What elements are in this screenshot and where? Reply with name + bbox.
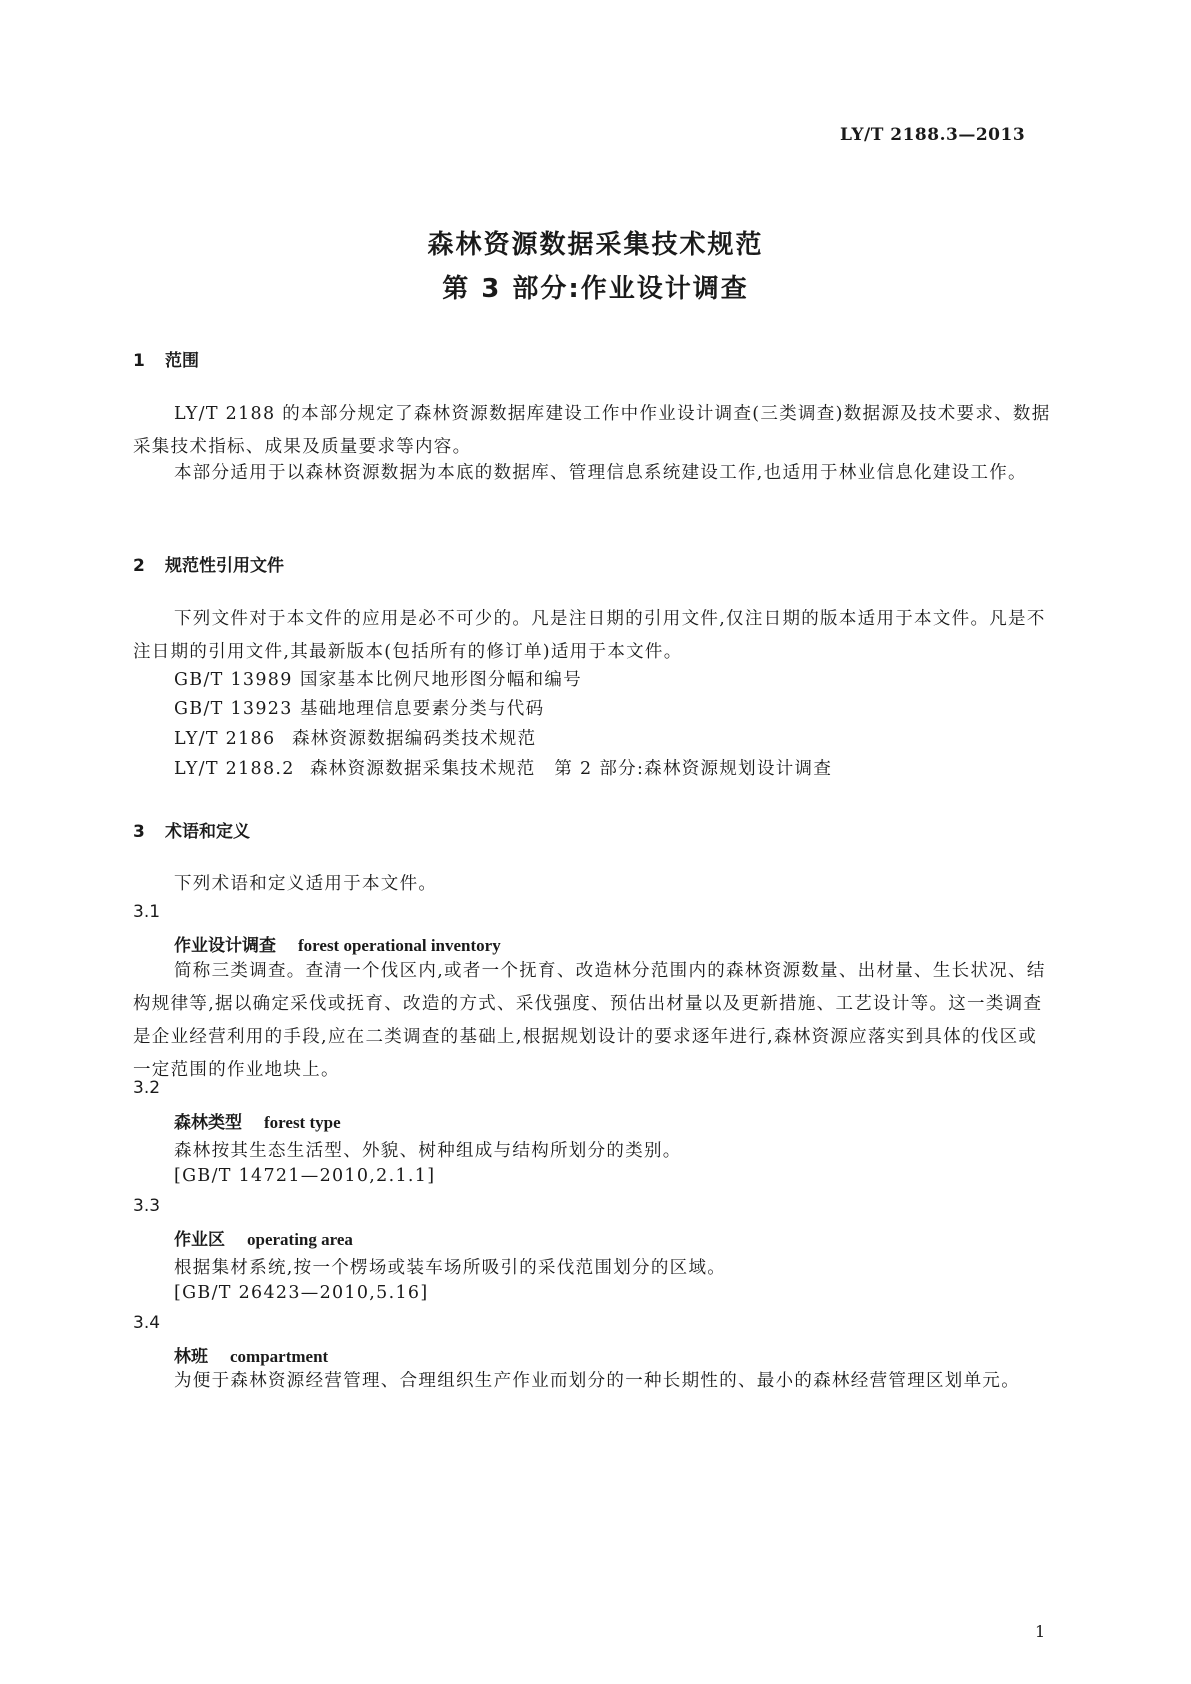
term-chinese: 作业设计调查 [174,936,276,956]
section-1-heading [133,346,199,371]
section-title: 范围 [165,351,199,371]
reference-code: GB/T 13923 [174,699,293,719]
normative-reference [174,725,536,750]
clause-number: 3.4 [133,1313,161,1333]
section-2-paragraph-1: 下列文件对于本文件的应用是必不可少的。凡是注日期的引用文件,仅注日期的版本适用于本文件。凡是不注日期的引用文件,其最新版本(包括所有的修订单)适用于本文件。 [133,609,1046,662]
normative-reference [174,755,832,780]
term-definition: 根据集材系统,按一个楞场或装车场所吸引的采伐范围划分的区域。 [174,1258,727,1278]
section-3-intro: 下列术语和定义适用于本文件。 [174,874,438,894]
term-chinese: 林班 [174,1347,208,1367]
term-source: [GB/T 26423—2010,5.16] [174,1283,429,1303]
section-number: 3 [133,822,145,842]
page-number: 1 [1035,1622,1046,1641]
term-english: forest operational inventory [298,936,501,955]
term-definition: 为便于森林资源经营管理、合理组织生产作业而划分的一种长期性的、最小的森林经营管理区划单元。 [174,1371,1020,1391]
reference-title: 基础地理信息要素分类与代码 [300,699,545,719]
term-heading [174,1342,328,1367]
term-english: operating area [247,1230,353,1249]
reference-title: 国家基本比例尺地形图分幅和编号 [300,670,582,690]
reference-code: LY/T 2186 [174,729,276,749]
document-title-line2: 第 3 部分:作业设计调查 [442,274,749,304]
section-number: 2 [133,556,145,576]
clause-number: 3.3 [133,1196,161,1216]
term-heading [174,1225,353,1250]
normative-reference [174,695,544,720]
term-english: forest type [264,1113,341,1132]
section-1-paragraph-2: 本部分适用于以森林资源数据为本底的数据库、管理信息系统建设工作,也适用于林业信息化建设工作。 [174,463,1027,483]
section-title: 规范性引用文件 [165,556,284,576]
reference-title: 森林资源数据编码类技术规范 [292,729,537,749]
normative-reference [174,666,582,691]
document-title-line1: 森林资源数据采集技术规范 [427,230,764,260]
term-english: compartment [230,1347,329,1366]
section-number: 1 [133,351,145,371]
section-title: 术语和定义 [165,822,250,842]
term-definition: 简称三类调查。查清一个伐区内,或者一个抚育、改造林分范围内的森林资源数量、出材量、生长状况、结构规律等,据以确定采伐或抚育、改造的方式、采伐强度、预估出材量以及更新措施、工艺设计等。这一类调查是企业经营利用的手段,应在二类调查的基础上,根据规划设计的要求逐年进行,森林资源应落实到具体的伐区或一定范围的作业地块上。 [133,961,1046,1080]
clause-number: 3.2 [133,1078,161,1098]
term-heading [174,931,501,956]
term-chinese: 森林类型 [174,1113,242,1133]
reference-code: GB/T 13989 [174,670,293,690]
section-3-heading [133,817,250,842]
term-chinese: 作业区 [174,1230,225,1250]
clause-number: 3.1 [133,902,161,922]
reference-code: LY/T 2188.2 [174,759,295,779]
term-heading [174,1108,341,1133]
term-definition: 森林按其生态生活型、外貌、树种组成与结构所划分的类别。 [174,1141,682,1161]
section-1-paragraph-1: LY/T 2188 的本部分规定了森林资源数据库建设工作中作业设计调查(三类调查)数据源及技术要求、数据采集技术指标、成果及质量要求等内容。 [133,404,1051,457]
reference-title: 森林资源数据采集技术规范 第 2 部分:森林资源规划设计调查 [310,759,833,779]
standard-number: LY/T 2188.3—2013 [840,125,1026,145]
section-2-heading [133,551,284,576]
term-source: [GB/T 14721—2010,2.1.1] [174,1166,436,1186]
